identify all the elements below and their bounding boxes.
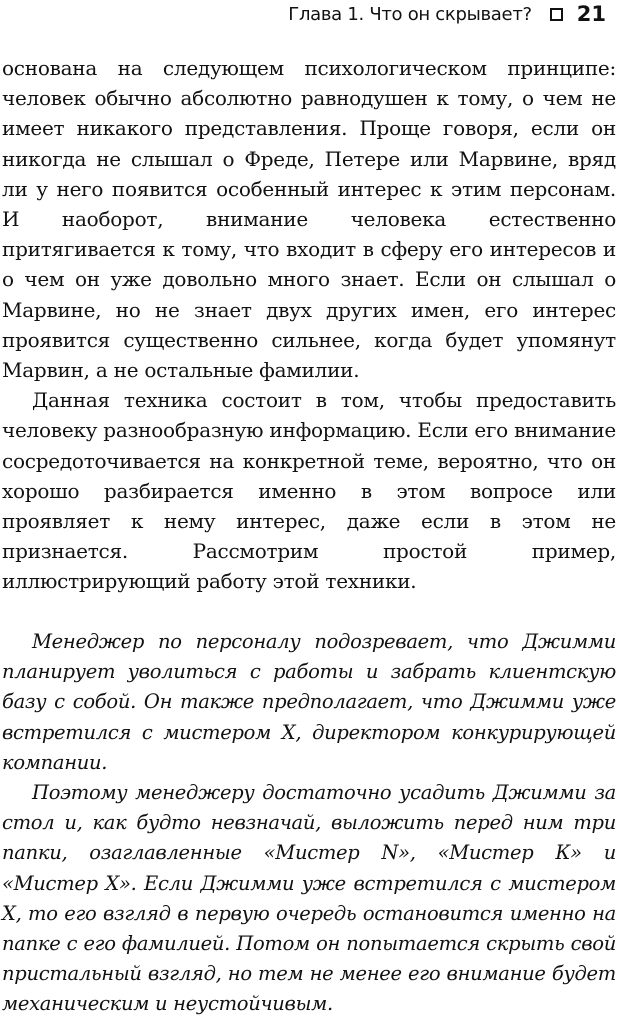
running-header [288, 1, 606, 27]
square-outline-icon [550, 8, 563, 21]
example-block [2, 627, 616, 1020]
body-paragraph: Данная техника состоит в том, чтобы предоставить человеку разнообразную информацию. Если его внимание сосредоточивается на конкретной теме, вероятно, что он хорошо разбирается именно в этом вопросе или проявляет к нему интерес, даже если в этом не признается. Рассмотрим простой пример, иллюстрирующий работу этой техники. [2, 388, 616, 594]
example-paragraph: Поэтому менеджеру достаточно усадить Джимми за стол и, как будто невзначай, выложить перед ним три папки, озаглавленные «Мистер N», «Мистер К» и «Мистер X». Если Джимми уже встретился с мистером X, то его взгляд в первую очередь остановится именно на папке с его фамилией. Потом он попытается скрыть свой пристальный взгляд, но тем не менее его внимание будет механическим и неустойчивым. [2, 781, 616, 1016]
body-paragraph: основана на следующем психологическом принципе: человек обычно абсолютно равнодушен к тому, о чем не имеет никакого представления. Проще говоря, если он никогда не слышал о Фреде, Петере или Марвине, вряд ли у него появится особенный интерес к этим персонам. И наоборот, внимание человека естественно притягивается к тому, что входит в сферу его интересов и о чем он уже довольно много знает. Если он слышал о Марвине, но не знает двух других имен, его интерес проявится существенно сильнее, когда будет упомянут Марвин, а не остальные фамилии. [2, 56, 616, 383]
chapter-title: Глава 1. Что он скрывает? [288, 3, 532, 25]
main-text [2, 53, 616, 597]
page-number: 21 [576, 2, 606, 26]
example-paragraph: Менеджер по персоналу подозревает, что Джимми планирует уволиться с работы и забрать клиентскую базу с собой. Он также предполагает, что Джимми уже встретился с мистером X, директором конкурирующей компании. [2, 630, 616, 774]
